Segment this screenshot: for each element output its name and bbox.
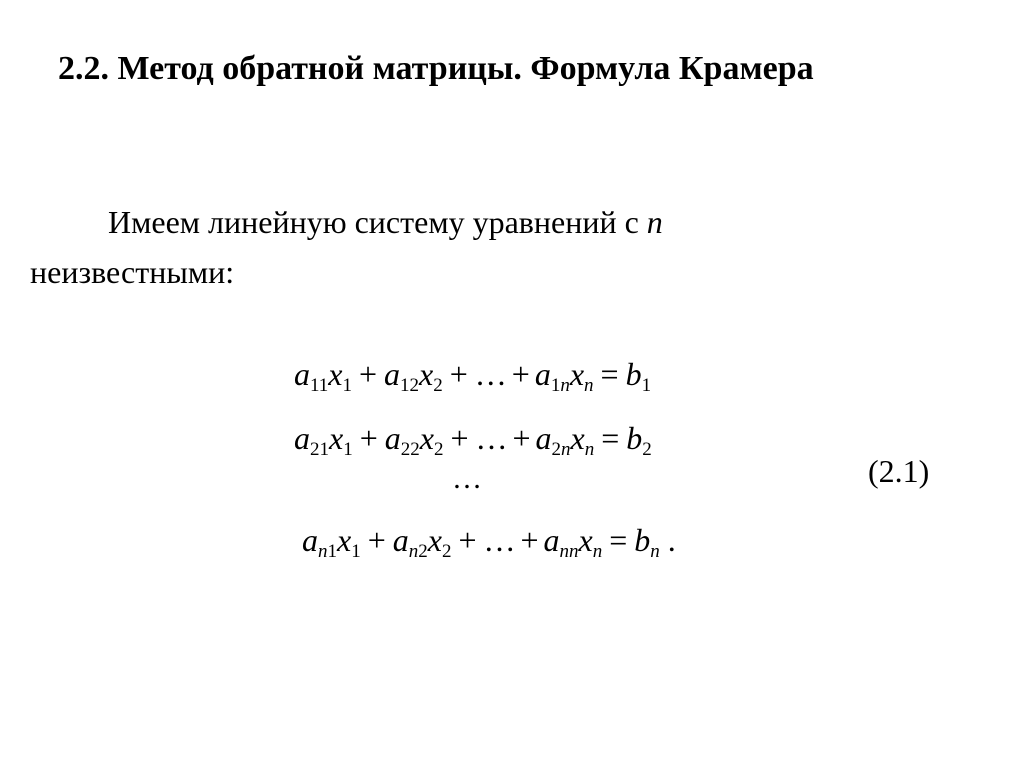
paragraph-line-2: неизвестными:	[30, 254, 235, 290]
variable-n: n	[646, 204, 663, 240]
paragraph-line-1	[108, 206, 663, 238]
equation-n: an1x1 + an2x2 + … + annxn = bn .	[302, 522, 676, 562]
ellipsis-row: …	[452, 462, 482, 495]
page-title: 2.2. Метод обратной матрицы. Формула Крамера	[58, 50, 814, 87]
equation-1: a11x1 + a12x2 + … + a1nxn = b1	[294, 356, 652, 396]
equation-number: (2.1)	[868, 453, 930, 489]
paragraph-text: Имеем линейную систему уравнений с	[108, 204, 647, 240]
equation-2: a21x1 + a22x2 + … + a2nxn = b2	[294, 420, 652, 460]
